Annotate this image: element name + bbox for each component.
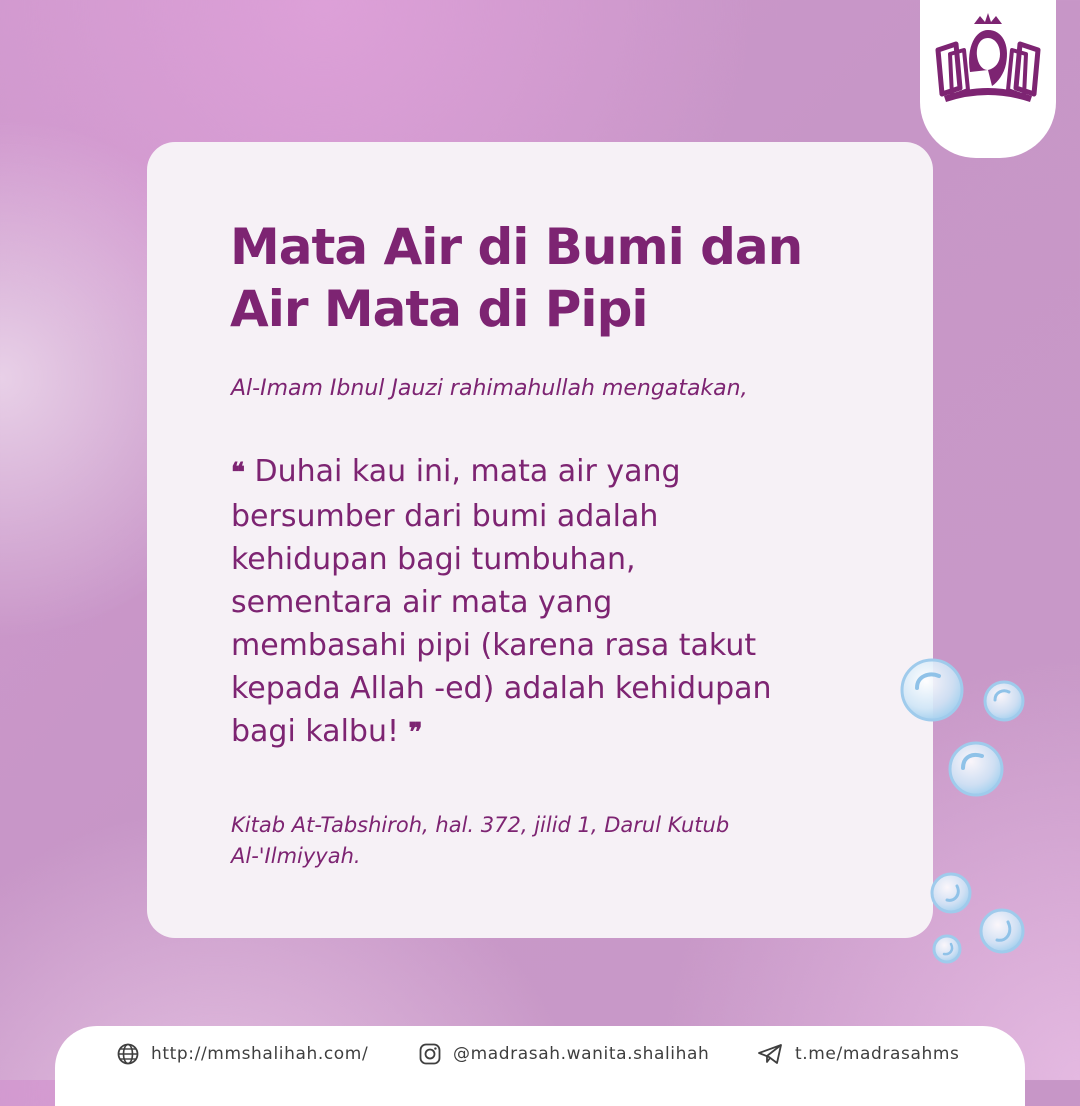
water-bubbles-decoration — [887, 652, 1047, 982]
globe-icon — [117, 1043, 139, 1065]
quote-card — [147, 142, 933, 938]
water-bubble-icon — [950, 743, 1002, 795]
quote-source: Kitab At-Tabshiroh, hal. 372, jilid 1, Darul Kutub Al-'Ilmiyyah. — [231, 813, 730, 868]
telegram-text: t.me/madrasahms — [795, 1044, 960, 1064]
telegram-icon — [757, 1043, 783, 1065]
instagram-text: @madrasah.wanita.shalihah — [453, 1044, 710, 1064]
open-quote-icon: ❝ — [231, 458, 245, 488]
quote-text-block — [231, 450, 791, 755]
website-link[interactable] — [117, 1042, 368, 1066]
quote-attribution-intro: Al-Imam Ibnul Jauzi rahimahullah mengatakan, — [231, 376, 748, 401]
water-bubble-icon — [932, 874, 970, 912]
telegram-link[interactable] — [757, 1042, 959, 1066]
book-crown-logo-icon — [930, 10, 1046, 106]
water-bubble-icon — [985, 682, 1023, 720]
website-text: http://mmshalihah.com/ — [151, 1044, 369, 1064]
post-title — [230, 216, 870, 340]
water-bubble-icon — [902, 660, 962, 720]
contact-footer — [55, 1026, 1025, 1106]
instagram-link[interactable] — [419, 1042, 709, 1066]
quote-text: Duhai kau ini, mata air yang bersumber dari bumi adalah kehidupan bagi tumbuhan, sementara air mata yang membasahi pipi (karena rasa takut kepada Allah -ed) adalah kehidupan bagi kalbu! — [231, 454, 772, 749]
brand-logo-tab — [920, 0, 1056, 158]
water-bubble-icon — [934, 936, 960, 962]
water-bubble-icon — [981, 910, 1023, 952]
close-quote-icon: ❞ — [408, 718, 423, 748]
title-line-2: Air Mata di Pipi — [230, 280, 648, 338]
instagram-icon — [419, 1043, 441, 1065]
title-line-1: Mata Air di Bumi dan — [230, 218, 803, 276]
